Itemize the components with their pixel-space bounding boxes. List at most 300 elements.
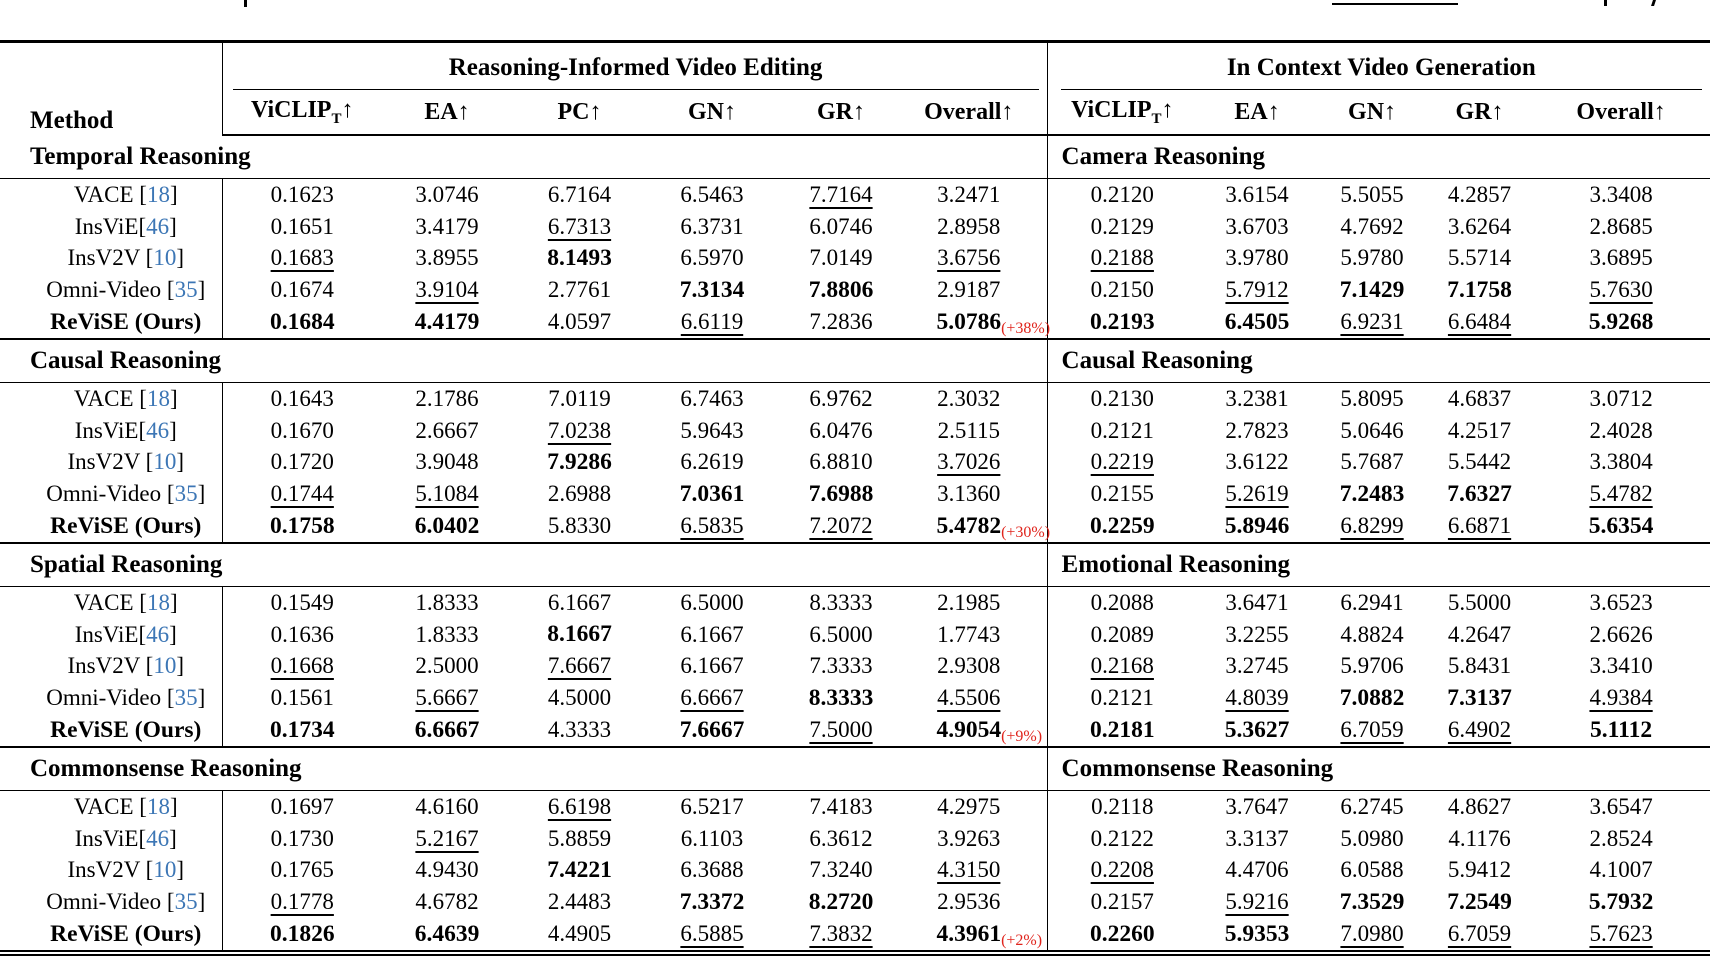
metric-cell <box>512 714 647 747</box>
metric-value: 0.1744 <box>270 481 334 507</box>
metric-value-wrap <box>680 182 743 208</box>
metric-cell <box>777 243 905 275</box>
metric-cell <box>382 306 512 339</box>
metric-value-wrap <box>1225 214 1288 240</box>
metric-value: 0.1730 <box>270 825 334 851</box>
metric-value-wrap <box>271 214 334 240</box>
metric-value: 3.6264 <box>1447 213 1512 239</box>
metric-cell <box>1197 447 1317 479</box>
metric-cell <box>512 682 647 714</box>
metric-value-wrap <box>680 386 743 412</box>
metric-value: 0.2122 <box>1090 825 1154 851</box>
metric-value-wrap <box>680 685 743 711</box>
metric-value: 0.2157 <box>1090 889 1154 915</box>
citation-link[interactable]: 18 <box>146 589 170 615</box>
metric-value-wrap <box>1091 245 1154 271</box>
metric-cell <box>1047 714 1197 747</box>
citation-link[interactable]: 10 <box>153 449 177 475</box>
metric-value-wrap <box>1447 685 1512 712</box>
table-row <box>0 382 1710 414</box>
metric-value: 6.4505 <box>1224 308 1290 335</box>
metric-value-wrap <box>1340 481 1405 508</box>
metric-value-wrap <box>809 182 872 208</box>
bracket: [ <box>139 793 147 819</box>
section-title-left: Temporal Reasoning <box>0 135 1047 179</box>
metric-value: 6.5970 <box>680 245 744 271</box>
metric-value: 2.8685 <box>1589 213 1653 239</box>
metric-value: 5.8330 <box>547 513 612 539</box>
metric-value-wrap <box>680 717 745 744</box>
bracket: [ <box>138 621 147 647</box>
metric-value: 6.7059 <box>1447 921 1512 947</box>
citation-link[interactable]: 18 <box>146 793 170 819</box>
metric-cell <box>1532 382 1710 414</box>
method-name: InsV2V <box>67 245 146 271</box>
metric-cell <box>382 179 512 211</box>
metric-value-wrap <box>809 386 872 412</box>
metric-value: 6.7164 <box>547 181 612 207</box>
metric-value-wrap <box>271 182 334 208</box>
metric-cell <box>512 447 647 479</box>
metric-value: 7.3240 <box>809 857 873 883</box>
citation-link[interactable]: 35 <box>174 277 198 303</box>
metric-cell <box>1317 382 1427 414</box>
section-title-right: Emotional Reasoning <box>1047 543 1710 587</box>
metric-value-wrap <box>1340 182 1403 208</box>
metric-value-wrap <box>809 794 872 820</box>
col-header-gn-left: GN↑ <box>647 90 777 135</box>
metric-cell <box>512 619 647 651</box>
metric-value-wrap <box>937 685 1000 711</box>
metric-value-wrap <box>270 717 335 744</box>
metric-value-wrap <box>1340 245 1403 271</box>
metric-value: 6.3731 <box>680 213 744 239</box>
metric-cell <box>1427 382 1532 414</box>
bracket: ] <box>176 653 184 679</box>
bracket: [ <box>138 825 147 851</box>
metric-cell <box>382 586 512 618</box>
metric-value: 5.9643 <box>680 417 744 443</box>
bracket: [ <box>166 277 175 303</box>
metric-cell <box>1047 211 1197 243</box>
metric-cell <box>1532 211 1710 243</box>
metric-value-wrap <box>415 245 478 271</box>
metric-cell <box>512 306 647 339</box>
metric-value: 6.5463 <box>680 181 744 207</box>
metric-value: 4.3150 <box>937 857 1001 883</box>
citation-link[interactable]: 10 <box>153 653 177 679</box>
table-row <box>0 179 1710 211</box>
metric-value-wrap <box>415 921 480 948</box>
metric-cell <box>1317 714 1427 747</box>
metric-value: 0.1623 <box>270 181 334 207</box>
metric-value: 4.3961 <box>936 920 1002 947</box>
metric-value: 0.1684 <box>269 308 335 335</box>
metric-cell <box>1427 823 1532 855</box>
metric-value: 6.6198 <box>547 793 612 819</box>
metric-value: 6.5000 <box>680 589 744 615</box>
metric-value-wrap <box>1448 245 1511 271</box>
metric-value-wrap <box>1090 921 1155 948</box>
metric-cell <box>382 714 512 747</box>
metric-value: 0.2121 <box>1090 685 1154 711</box>
section-title-left: Commonsense Reasoning <box>0 747 1047 791</box>
metric-value: 3.8955 <box>415 245 479 271</box>
group-header-generation: In Context Video Generation <box>1047 42 1710 91</box>
metric-cell <box>512 790 647 822</box>
metric-value-wrap <box>1589 826 1652 852</box>
metric-cell <box>382 510 512 543</box>
metric-cell <box>1197 855 1317 887</box>
metric-value-wrap <box>1091 449 1154 475</box>
section-header-row <box>0 543 1710 587</box>
metric-value: 5.9216 <box>1225 889 1289 915</box>
metric-value-wrap <box>1448 309 1511 335</box>
metric-value-wrap <box>1091 653 1154 679</box>
citation-link[interactable]: 46 <box>146 417 170 443</box>
metric-cell <box>1532 651 1710 683</box>
metric-value-wrap <box>271 590 334 616</box>
metric-value-wrap <box>1225 622 1288 648</box>
metric-value-wrap <box>1589 386 1652 412</box>
metric-cell <box>647 682 777 714</box>
metric-value-wrap <box>415 590 478 616</box>
citation-link[interactable]: 35 <box>174 889 198 915</box>
metric-value-wrap <box>415 449 478 475</box>
metric-value-wrap <box>415 653 478 679</box>
bracket: [ <box>166 481 175 507</box>
metric-cell <box>1197 651 1317 683</box>
metric-value: 5.8946 <box>1224 512 1290 539</box>
metric-cell <box>382 855 512 887</box>
metric-cell <box>1427 790 1532 822</box>
citation-link[interactable]: 10 <box>153 857 177 883</box>
metric-value-wrap <box>547 245 612 272</box>
citation-link[interactable]: 46 <box>146 213 170 239</box>
metric-value-wrap <box>1225 889 1288 915</box>
metric-value-wrap <box>1340 418 1403 444</box>
metric-cell <box>905 306 1051 339</box>
metric-cell <box>1532 510 1710 543</box>
bracket: ] <box>176 857 184 883</box>
metric-value-wrap <box>1589 653 1652 679</box>
col-header-pc-left: PC↑ <box>512 90 647 135</box>
citation-link[interactable]: 10 <box>153 245 177 271</box>
citation-link[interactable]: 46 <box>146 825 170 851</box>
metric-value-wrap <box>1340 309 1403 335</box>
metric-cell <box>222 243 382 275</box>
metric-value-wrap <box>415 794 478 820</box>
metric-value: 3.1360 <box>937 481 1001 507</box>
metric-cell <box>647 790 777 822</box>
metric-cell <box>1532 306 1710 339</box>
metric-value: 6.6119 <box>680 309 744 335</box>
metric-value-wrap <box>937 449 1000 475</box>
metric-value: 4.8039 <box>1225 685 1289 711</box>
method-cell <box>0 918 222 953</box>
table-row <box>0 447 1710 479</box>
metric-value: 2.5115 <box>937 417 1000 443</box>
metric-value: 6.6667 <box>414 716 480 743</box>
metric-value-wrap <box>1589 309 1654 336</box>
metric-value: 3.9104 <box>415 277 479 303</box>
metric-value-wrap <box>809 214 872 240</box>
metric-value: 6.8299 <box>1340 513 1404 539</box>
metric-value-wrap <box>1091 794 1153 820</box>
metric-value: 2.8958 <box>937 213 1001 239</box>
metric-value: 0.2259 <box>1089 512 1155 539</box>
metric-value-wrap <box>680 277 745 304</box>
metric-value: 7.5000 <box>809 717 873 743</box>
metric-value: 7.2072 <box>809 513 873 539</box>
metric-value-wrap <box>936 716 1043 745</box>
metric-value: 0.1643 <box>270 385 334 411</box>
col-header-gr-left: GR↑ <box>777 90 905 135</box>
metric-value-wrap <box>415 214 478 240</box>
metric-cell <box>1197 274 1317 306</box>
metric-value-wrap <box>1448 214 1511 240</box>
metric-value-wrap <box>937 481 1000 507</box>
metric-cell <box>1047 274 1197 306</box>
metric-value-wrap <box>1225 717 1290 744</box>
metric-cell <box>1197 918 1317 953</box>
metric-value-wrap <box>415 685 478 711</box>
bracket: [ <box>139 589 147 615</box>
method-cell <box>0 619 222 651</box>
gain-annotation: (+9%) <box>1001 727 1043 745</box>
metric-cell <box>1047 918 1197 953</box>
metric-value-wrap <box>1225 921 1290 948</box>
bracket: ] <box>197 277 206 303</box>
metric-value: 7.8806 <box>808 276 874 303</box>
section-header-row <box>0 339 1710 383</box>
metric-value-wrap <box>936 512 1051 541</box>
metric-value: 6.0588 <box>1340 857 1404 883</box>
metric-value-wrap <box>271 889 334 915</box>
metric-value: 2.7823 <box>1225 417 1289 443</box>
metric-value-wrap <box>809 245 872 271</box>
metric-cell <box>1532 855 1710 887</box>
metric-value: 7.2549 <box>1447 888 1512 915</box>
method-cell <box>0 886 222 918</box>
table-row <box>0 619 1710 651</box>
metric-value: 0.1670 <box>270 417 334 443</box>
metric-value: 0.2181 <box>1089 716 1155 743</box>
metric-value-wrap <box>1448 182 1511 208</box>
metric-value-wrap <box>415 182 478 208</box>
metric-value: 5.7623 <box>1589 921 1653 947</box>
metric-value-wrap <box>809 277 874 304</box>
metric-value: 6.6667 <box>680 685 744 711</box>
metric-value-wrap <box>1091 857 1154 883</box>
metric-value: 7.0882 <box>1339 684 1405 711</box>
metric-value-wrap <box>1225 449 1288 475</box>
metric-value-wrap <box>1340 214 1403 240</box>
bracket: ] <box>169 793 178 819</box>
metric-value: 4.2517 <box>1447 417 1512 443</box>
metric-value: 5.7932 <box>1588 888 1654 915</box>
metric-cell <box>222 682 382 714</box>
metric-value-wrap <box>271 653 334 679</box>
metric-value: 7.4183 <box>809 793 873 819</box>
metric-value: 7.3832 <box>809 921 873 947</box>
metric-value-wrap <box>547 621 612 648</box>
col-header-overall-right: Overall↑ <box>1532 90 1710 135</box>
metric-value-wrap <box>937 653 1000 679</box>
metric-cell <box>647 306 777 339</box>
metric-value-wrap <box>1447 889 1512 916</box>
metric-value: 6.7313 <box>547 213 612 239</box>
metric-value: 5.0646 <box>1340 417 1404 443</box>
metric-value: 7.3372 <box>679 888 745 915</box>
metric-cell <box>1197 619 1317 651</box>
metric-value: 0.1758 <box>269 512 335 539</box>
metric-value: 4.9430 <box>415 857 479 883</box>
table-row <box>0 306 1710 339</box>
metric-value-wrap <box>937 182 1000 208</box>
gain-annotation: (+30%) <box>1001 523 1051 541</box>
metric-value-wrap <box>809 590 872 616</box>
metric-cell <box>647 714 777 747</box>
metric-cell <box>777 651 905 683</box>
metric-cell <box>1532 886 1710 918</box>
metric-value: 6.1667 <box>680 653 744 679</box>
metric-value: 6.9762 <box>809 385 873 411</box>
benchmark-table <box>0 40 1710 956</box>
metric-value: 8.1667 <box>547 621 612 648</box>
metric-value-wrap <box>1448 921 1511 947</box>
metric-value: 6.5835 <box>680 513 744 539</box>
col-header-viclip-left: ViCLIP$_T$↑ <box>222 90 382 135</box>
metric-value-wrap <box>271 245 334 271</box>
metric-value-wrap <box>1448 386 1511 412</box>
metric-value-wrap <box>547 449 612 476</box>
metric-cell <box>777 790 905 822</box>
metric-value-wrap <box>1589 590 1652 616</box>
metric-value: 5.2619 <box>1225 481 1289 507</box>
citation-link[interactable]: 35 <box>174 481 198 507</box>
metric-cell <box>777 478 905 510</box>
metric-value-wrap <box>1091 386 1154 412</box>
metric-cell <box>905 790 1047 822</box>
metric-cell <box>512 415 647 447</box>
bracket: ] <box>169 213 177 239</box>
metric-value-wrap <box>1448 513 1511 539</box>
metric-value-wrap <box>1090 717 1155 744</box>
metric-cell <box>1047 478 1197 510</box>
metric-value-wrap <box>548 309 611 335</box>
metric-value: 0.2150 <box>1090 277 1154 303</box>
metric-cell <box>777 682 905 714</box>
metric-value-wrap <box>1340 622 1403 648</box>
metric-value: 5.5000 <box>1447 589 1512 615</box>
metric-value-wrap <box>1091 889 1154 915</box>
metric-value-wrap <box>1340 449 1403 475</box>
gain-annotation: (+38%) <box>1001 319 1051 337</box>
metric-cell <box>1197 415 1317 447</box>
citation-link[interactable]: 35 <box>174 685 198 711</box>
metric-value: 0.2120 <box>1090 181 1154 207</box>
metric-value-wrap <box>1447 481 1512 508</box>
metric-value-wrap <box>1589 481 1652 507</box>
metric-value: 7.9286 <box>547 448 612 475</box>
metric-cell <box>1197 586 1317 618</box>
metric-value-wrap <box>1448 590 1511 616</box>
metric-cell <box>647 651 777 683</box>
citation-link[interactable]: 18 <box>146 181 170 207</box>
metric-value-wrap <box>1589 889 1654 916</box>
metric-cell <box>647 855 777 887</box>
table-row <box>0 790 1710 822</box>
metric-value-wrap <box>1448 794 1511 820</box>
metric-cell <box>1427 918 1532 953</box>
metric-cell <box>905 179 1047 211</box>
metric-cell <box>905 918 1047 953</box>
metric-cell <box>647 823 777 855</box>
metric-value-wrap <box>1589 794 1652 820</box>
metric-value-wrap <box>548 386 610 412</box>
metric-value: 2.7761 <box>547 277 612 303</box>
metric-value-wrap <box>548 685 611 711</box>
method-cell <box>0 855 222 887</box>
metric-cell <box>1047 306 1197 339</box>
metric-cell <box>1427 682 1532 714</box>
metric-value: 3.6547 <box>1589 793 1653 819</box>
metric-value-wrap <box>1225 685 1288 711</box>
metric-cell <box>1317 306 1427 339</box>
metric-value-wrap <box>1225 826 1288 852</box>
metric-cell <box>512 274 647 306</box>
metric-value-wrap <box>1091 277 1154 303</box>
metric-value-wrap <box>1340 921 1403 947</box>
metric-value-wrap <box>271 277 334 303</box>
metric-value: 6.0402 <box>414 512 480 539</box>
metric-value-wrap <box>1340 685 1405 712</box>
metric-cell <box>1427 886 1532 918</box>
metric-value: 1.8333 <box>415 621 479 647</box>
metric-value: 7.6327 <box>1447 480 1512 507</box>
metric-value: 7.0149 <box>809 245 873 271</box>
metric-value-wrap <box>1589 182 1652 208</box>
metric-value: 5.8431 <box>1447 653 1512 679</box>
metric-cell <box>222 714 382 747</box>
citation-link[interactable]: 18 <box>146 385 170 411</box>
bracket: [ <box>138 417 147 443</box>
metric-cell <box>1047 823 1197 855</box>
metric-value: 5.9706 <box>1340 653 1404 679</box>
table-row <box>0 651 1710 683</box>
metric-value-wrap <box>1340 889 1405 916</box>
metric-value: 2.4028 <box>1589 417 1653 443</box>
metric-value: 5.4782 <box>1589 481 1653 507</box>
metric-value: 0.1734 <box>269 716 335 743</box>
metric-value: 5.9412 <box>1447 857 1512 883</box>
metric-value: 3.7647 <box>1225 793 1289 819</box>
metric-value: 7.0980 <box>1340 921 1404 947</box>
metric-value: 7.0238 <box>547 417 612 443</box>
metric-value: 0.1651 <box>270 213 334 239</box>
metric-cell <box>512 886 647 918</box>
metric-value: 3.3410 <box>1589 653 1653 679</box>
metric-cell <box>1197 714 1317 747</box>
metric-value: 0.1826 <box>269 920 335 947</box>
metric-cell <box>1197 306 1317 339</box>
method-cell <box>0 179 222 211</box>
citation-link[interactable]: 46 <box>146 621 170 647</box>
metric-value: 4.8824 <box>1340 621 1404 647</box>
metric-value: 5.9268 <box>1588 308 1654 335</box>
bracket: ] <box>169 181 178 207</box>
